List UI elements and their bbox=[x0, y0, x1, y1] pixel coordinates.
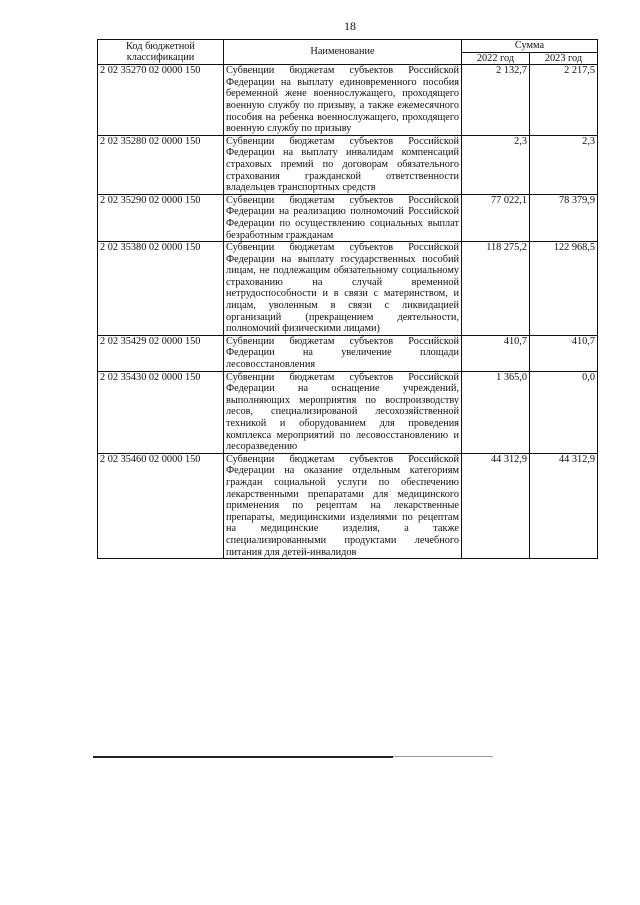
table-row bbox=[98, 65, 598, 136]
sum-2022-cell: 410,7 bbox=[462, 335, 530, 371]
table-row bbox=[98, 335, 598, 371]
sum-2022-cell: 118 275,2 bbox=[462, 242, 530, 336]
sum-2023-cell: 2,3 bbox=[530, 135, 598, 194]
header-name: Наименование bbox=[224, 40, 462, 65]
footer-rule-faint bbox=[393, 756, 493, 757]
header-year-2023: 2023 год bbox=[530, 52, 598, 65]
description-cell: Субвенции бюджетам субъектов Российской Федерации на выплату государственных пособий лицам, не подлежащим обязательному социальному страхованию на случай временной нетрудоспособности и в связи с материнством, и лицам, уволенным в связи с ликвидацией организаций (прекращением деятельности, полномочий физическими лицами) bbox=[224, 242, 462, 336]
table-row bbox=[98, 135, 598, 194]
description-cell: Субвенции бюджетам субъектов Российской Федерации на выплату инвалидам компенсаций страховых премий по договорам обязательного страхования гражданской ответственности владельцев транспортных средств bbox=[224, 135, 462, 194]
sum-2022-cell: 2 132,7 bbox=[462, 65, 530, 136]
sum-2022-cell: 2,3 bbox=[462, 135, 530, 194]
sum-2022-cell: 44 312,9 bbox=[462, 453, 530, 558]
budget-code-cell: 2 02 35380 02 0000 150 bbox=[98, 242, 224, 336]
sum-2023-cell: 44 312,9 bbox=[530, 453, 598, 558]
sum-2022-cell: 77 022,1 bbox=[462, 194, 530, 241]
header-code: Код бюджетной классификации bbox=[98, 40, 224, 65]
sum-2022-cell: 1 365,0 bbox=[462, 371, 530, 453]
description-cell: Субвенции бюджетам субъектов Российской Федерации на оснащение учреждений, выполняющих мероприятия по воспроизводству лесов, специализированой лесохозяйственной техникой и оборудованием для проведения комплекса мероприятий по лесовосстановлению и лесоразведению bbox=[224, 371, 462, 453]
header-sum: Сумма bbox=[462, 40, 598, 53]
budget-code-cell: 2 02 35290 02 0000 150 bbox=[98, 194, 224, 241]
budget-code-cell: 2 02 35430 02 0000 150 bbox=[98, 371, 224, 453]
table-row bbox=[98, 242, 598, 336]
description-cell: Субвенции бюджетам субъектов Российской Федерации на реализацию полномочий Российской Федерации по осуществлению социальных выплат безработным гражданам bbox=[224, 194, 462, 241]
table-row bbox=[98, 371, 598, 453]
description-cell: Субвенции бюджетам субъектов Российской Федерации на оказание отдельным категориям граждан социальной услуги по обеспечению лекарственными препаратами для медицинского применения по рецептам на лекарственные препараты, медицинскими изделиями по рецептам на медицинские изделия, а также специализированными продуктами лечебного питания для детей-инвалидов bbox=[224, 453, 462, 558]
description-cell: Субвенции бюджетам субъектов Российской Федерации на увеличение площади лесовосстановления bbox=[224, 335, 462, 371]
budget-code-cell: 2 02 35270 02 0000 150 bbox=[98, 65, 224, 136]
table-row bbox=[98, 194, 598, 241]
budget-code-cell: 2 02 35429 02 0000 150 bbox=[98, 335, 224, 371]
sum-2023-cell: 0,0 bbox=[530, 371, 598, 453]
sum-2023-cell: 2 217,5 bbox=[530, 65, 598, 136]
header-year-2022: 2022 год bbox=[462, 52, 530, 65]
budget-table bbox=[97, 39, 598, 559]
sum-2023-cell: 122 968,5 bbox=[530, 242, 598, 336]
footer-rule bbox=[93, 756, 393, 758]
description-cell: Субвенции бюджетам субъектов Российской Федерации на выплату единовременного пособия беременной жене военнослужащего, проходящего военную службу по призыву, а также ежемесячного пособия на ребенка военнослужащего, проходящего военную службу по призыву bbox=[224, 65, 462, 136]
sum-2023-cell: 410,7 bbox=[530, 335, 598, 371]
header-row bbox=[98, 40, 598, 53]
table-row bbox=[98, 453, 598, 558]
budget-code-cell: 2 02 35280 02 0000 150 bbox=[98, 135, 224, 194]
budget-code-cell: 2 02 35460 02 0000 150 bbox=[98, 453, 224, 558]
page-number: 18 bbox=[344, 19, 356, 33]
sum-2023-cell: 78 379,9 bbox=[530, 194, 598, 241]
